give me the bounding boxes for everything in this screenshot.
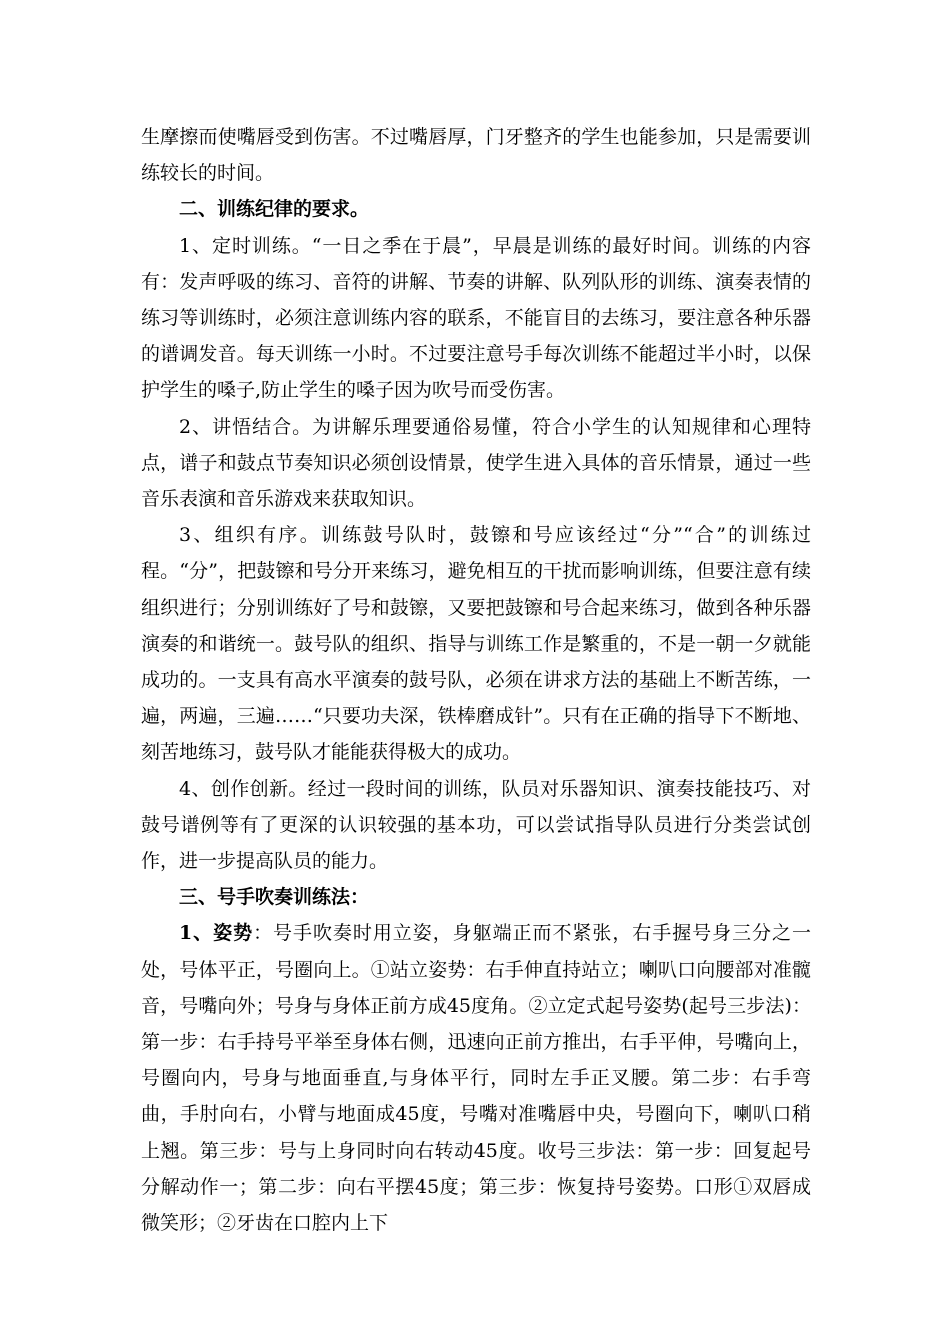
- posture-text: ：号手吹奏时用立姿，身躯端正而不紧张，右手握号身三分之一处，号体平正，号圈向上。①站立姿势：右手伸直持站立；喇叭口向腰部对准髋音，号嘴向外；号身与身体正前方成45度角。②立定式起号姿势(起号三步法)：第一步：右手持号平举至身体右侧，迅速向正前方推出，右手平伸，号嘴向上，号圈向内，号身与地面垂直,与身体平行，同时左手正叉腰。第二步：右手弯曲，手肘向右，小臂与地面成45度，号嘴对准嘴唇中央，号圈向下，喇叭口稍上翘。第三步：号与上身同时向右转动45度。收号三步法：第一步：回复起号分解动作一；第二步：向右平摆45度；第三步：恢复持号姿势。口形①双唇成微笑形；②牙齿在口腔内上下: [141, 922, 811, 1235]
- section-heading-bugler-method: 三、号手吹奏训练法：: [179, 886, 370, 909]
- document-body: [141, 119, 811, 1241]
- paragraph-organized: 3、组织有序。训练鼓号队时，鼓镲和号应该经过“分”“合”的训练过程。“分”，把鼓镲和号分开来练习，避免相互的干扰而影响训练，但要注意有续组织进行；分别训练好了号和鼓镲，又要把鼓镲和号合起来练习，做到各种乐器演奏的和谐统一。鼓号队的组织、指导与训练工作是繁重的，不是一朝一夕就能成功的。一支具有高水平演奏的鼓号队，必须在讲求方法的基础上不断苦练，一遍，两遍，三遍……“只要功夫深，铁棒磨成针”。只有在正确的指导下不断地、刻苦地练习，鼓号队才能能获得极大的成功。: [141, 524, 811, 764]
- paragraph-continuation: 生摩擦而使嘴唇受到伤害。不过嘴唇厚，门牙整齐的学生也能参加，只是需要训练较长的时间。: [141, 126, 811, 185]
- paragraph-posture: [141, 915, 811, 1241]
- paragraph-creation: 4、创作创新。经过一段时间的训练，队员对乐器知识、演奏技能技巧、对鼓号谱例等有了更深的认识较强的基本功，可以尝试指导队员进行分类尝试创作，进一步提高队员的能力。: [141, 777, 811, 873]
- section-heading-discipline: 二、训练纪律的要求。: [179, 198, 370, 221]
- posture-lead: 1、姿势: [179, 922, 254, 945]
- paragraph-scheduled-training: 1、定时训练。“一日之季在于晨”，早晨是训练的最好时间。训练的内容有：发声呼吸的练习、音符的讲解、节奏的讲解、队列队形的训练、演奏表情的练习等训练时，必须注意训练内容的联系，不能盲目的去练习，要注意各种乐器的谱调发音。每天训练一小时。不过要注意号手每次训练不能超过半小时，以保护学生的嗓子,防止学生的嗓子因为吹号而受伤害。: [141, 234, 811, 402]
- paragraph-explain-combine: 2、讲悟结合。为讲解乐理要通俗易懂，符合小学生的认知规律和心理特点，谱子和鼓点节奏知识必须创设情景，使学生进入具体的音乐情景，通过一些音乐表演和音乐游戏来获取知识。: [141, 415, 811, 511]
